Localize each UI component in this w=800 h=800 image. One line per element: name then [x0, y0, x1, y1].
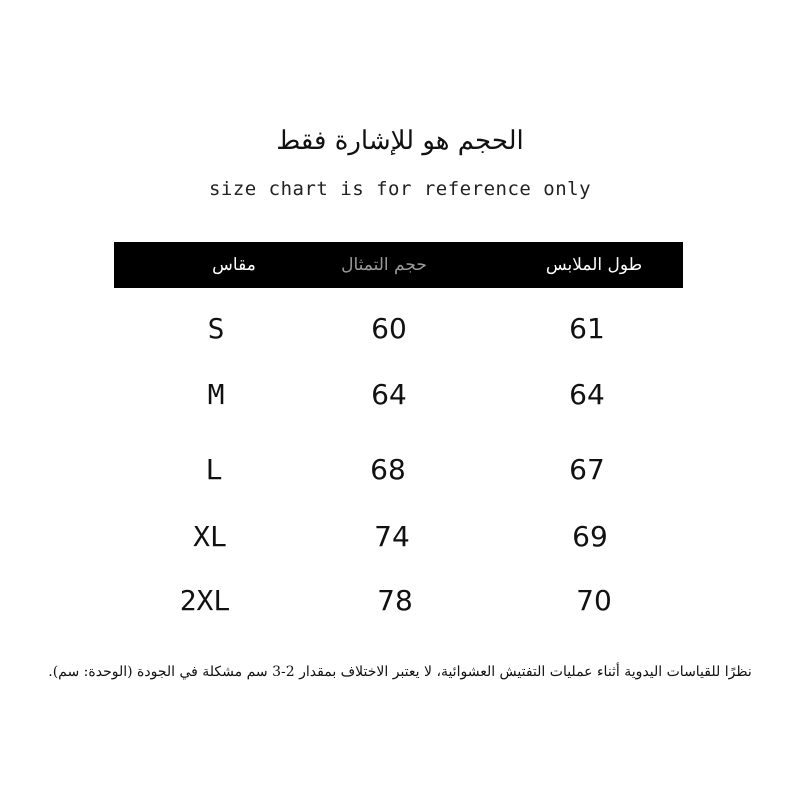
size-cell: M	[207, 378, 225, 411]
length-cell: 64	[569, 378, 605, 411]
header-length: طول الملابس	[545, 255, 643, 275]
table-row	[0, 375, 800, 415]
table-header	[114, 242, 683, 288]
footnote: نظرًا للقياسات اليدوية أثناء عمليات التفتيش العشوائية، لا يعتبر الاختلاف بمقدار 2-3 سم مشكلة في الجودة (الوحدة: سم).	[48, 664, 752, 680]
bust-cell: 78	[377, 584, 413, 617]
table-row	[0, 581, 800, 621]
header-bust: حجم التمثال	[341, 255, 427, 275]
size-cell: 2XL	[179, 584, 231, 617]
bust-cell: 60	[371, 312, 407, 345]
length-cell: 70	[576, 584, 612, 617]
bust-cell: 74	[374, 520, 410, 553]
length-cell: 61	[569, 312, 605, 345]
length-cell: 69	[572, 520, 608, 553]
size-cell: L	[205, 453, 223, 486]
bust-cell: 64	[371, 378, 407, 411]
title-english: size chart is for reference only	[208, 178, 592, 200]
title-arabic: الحجم هو للإشارة فقط	[276, 126, 524, 156]
table-row	[0, 309, 800, 349]
size-cell: XL	[193, 520, 227, 553]
bust-cell: 68	[370, 453, 406, 486]
table-row	[0, 450, 800, 490]
table-row	[0, 517, 800, 557]
length-cell: 67	[569, 453, 605, 486]
size-cell: S	[207, 312, 225, 345]
header-size: مقاس	[212, 255, 256, 275]
